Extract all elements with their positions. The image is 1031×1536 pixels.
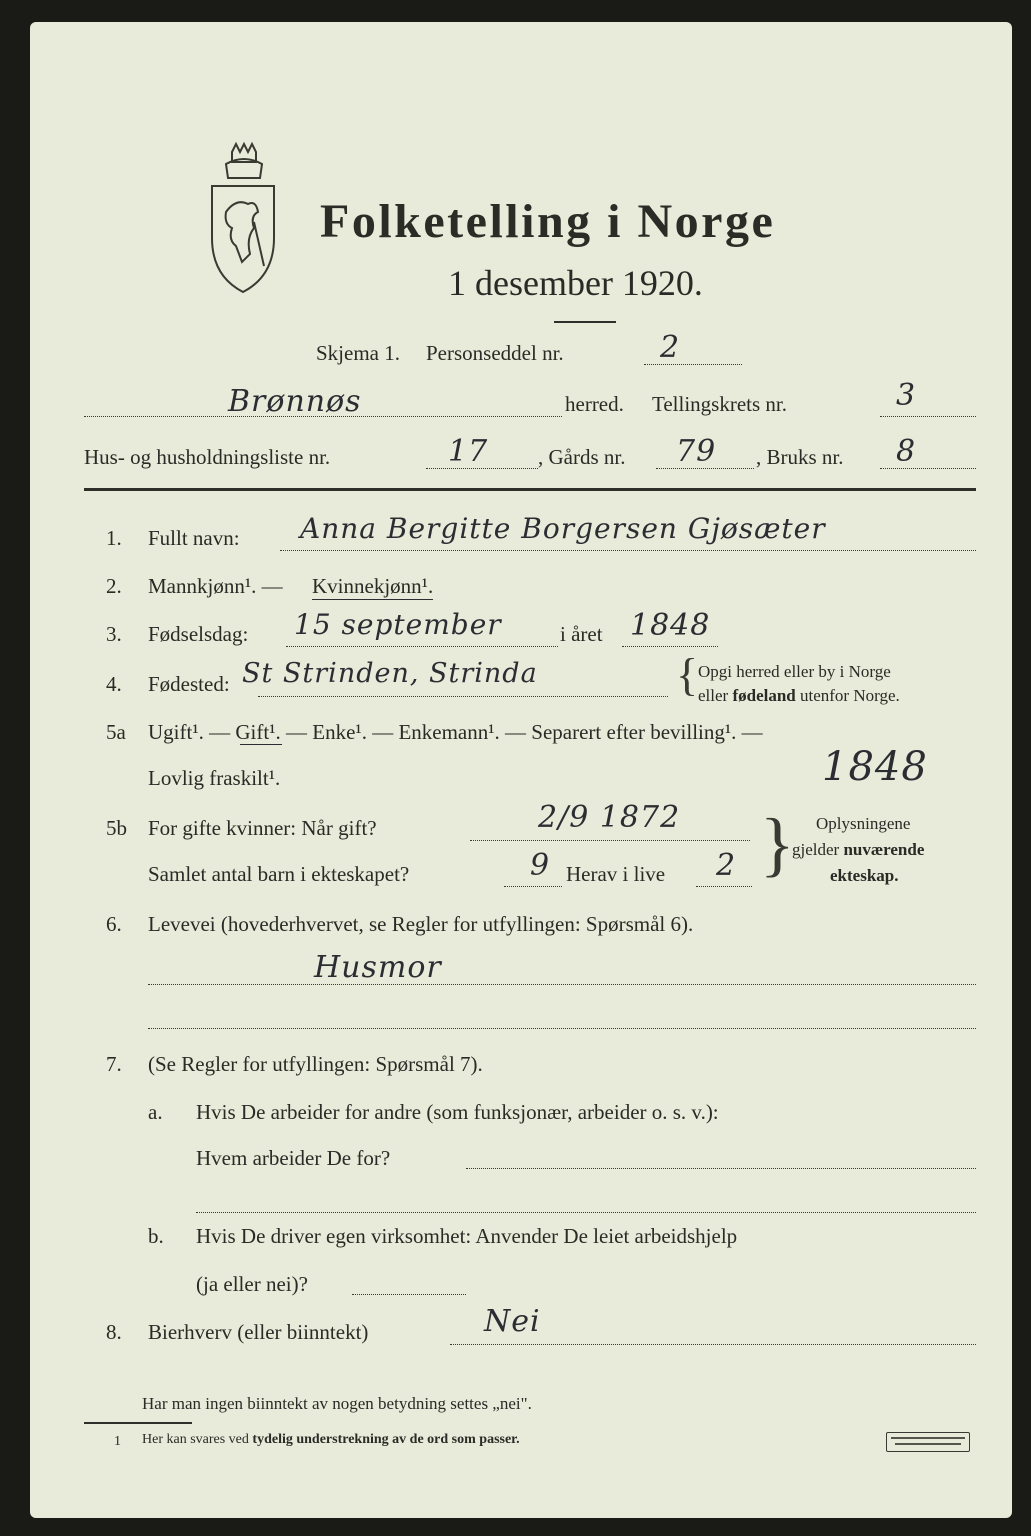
birthplace-line bbox=[258, 696, 668, 697]
q7b-line bbox=[352, 1294, 466, 1295]
bruks-label: , Bruks nr. bbox=[756, 445, 844, 469]
sex-female-option: Kvinnekjønn¹. bbox=[312, 574, 434, 598]
q5b-number: 5b bbox=[106, 816, 127, 840]
birthyear-value: 1848 bbox=[630, 608, 711, 643]
birthplace-note-pre: eller bbox=[698, 686, 729, 705]
census-date: 1 desember 1920. bbox=[448, 263, 703, 303]
q5b-note-pre: gjelder bbox=[792, 840, 840, 859]
children-alive-value: 2 bbox=[716, 848, 737, 883]
tellingskrets-value: 3 bbox=[896, 378, 917, 413]
q4-number: 4. bbox=[106, 672, 122, 696]
printer-stamp-icon bbox=[886, 1432, 970, 1452]
birthdate-line bbox=[286, 646, 558, 647]
birthplace-value: St Strinden, Strinda bbox=[242, 658, 538, 689]
q7-label: (Se Regler for utfyllingen: Spørsmål 7). bbox=[148, 1052, 483, 1076]
marital-status-options-2: Lovlig fraskilt¹. bbox=[148, 766, 281, 790]
birthplace-brace: { bbox=[676, 649, 699, 700]
q7a-line-2 bbox=[196, 1212, 976, 1213]
q1-number: 1. bbox=[106, 526, 122, 550]
side-income-label: Bierhverv (eller biinntekt) bbox=[148, 1320, 369, 1344]
children-alive-label: Herav i live bbox=[566, 862, 666, 886]
occupation-line-1 bbox=[148, 984, 976, 985]
marriage-date-line bbox=[470, 840, 750, 841]
side-income-value: Nei bbox=[484, 1304, 541, 1339]
gards-line bbox=[656, 468, 754, 469]
marriage-date-value: 2/9 1872 bbox=[538, 800, 681, 835]
header-divider bbox=[84, 488, 976, 491]
herred-label: herred. bbox=[565, 392, 624, 416]
title-divider bbox=[554, 321, 616, 323]
marriage-date-label: For gifte kvinner: Når gift? bbox=[148, 816, 377, 840]
q7b-text: Hvis De driver egen virksomhet: Anvender De leiet arbeidshjelp bbox=[196, 1224, 738, 1248]
q7-number: 7. bbox=[106, 1052, 122, 1076]
full-name-line bbox=[280, 550, 976, 551]
husliste-label: Hus- og husholdningsliste nr. bbox=[84, 445, 331, 469]
side-income-line bbox=[450, 1344, 976, 1345]
q5b-note-line3: ekteskap. bbox=[830, 866, 899, 885]
personseddel-value: 2 bbox=[660, 330, 681, 365]
tellingskrets-line bbox=[880, 416, 976, 417]
occupation-value: Husmor bbox=[314, 950, 442, 985]
birthplace-note-line1: Opgi herred eller by i Norge bbox=[698, 662, 891, 681]
occupation-line-2 bbox=[148, 1028, 976, 1029]
bruks-value: 8 bbox=[896, 434, 917, 469]
gards-value: 79 bbox=[676, 434, 717, 469]
norwegian-coat-of-arms-icon bbox=[202, 142, 282, 302]
birthplace-note-bold: fødeland bbox=[732, 686, 796, 705]
margin-year-note: 1848 bbox=[822, 744, 928, 790]
personseddel-label: Personseddel nr. bbox=[426, 341, 564, 365]
children-alive-line bbox=[696, 886, 752, 887]
footnote-text bbox=[142, 1432, 520, 1448]
q1-label: Fullt navn: bbox=[148, 526, 240, 550]
q5b-note-bold: nuværende bbox=[843, 840, 925, 859]
q2-number: 2. bbox=[106, 574, 122, 598]
footnote-bold: tydelig understrekning av de ord som passer. bbox=[252, 1432, 520, 1447]
footnote-pre: Her kan svares ved bbox=[142, 1432, 249, 1447]
skjema-label: Skjema 1. bbox=[316, 341, 400, 365]
children-total-label: Samlet antal barn i ekteskapet? bbox=[148, 862, 410, 886]
husliste-value: 17 bbox=[448, 434, 489, 469]
q5a-number: 5a bbox=[106, 720, 126, 744]
personseddel-line bbox=[644, 364, 742, 365]
birthyear-label: i året bbox=[560, 622, 603, 646]
birthdate-value: 15 september bbox=[294, 608, 502, 641]
herred-value: Brønnøs bbox=[228, 384, 362, 419]
form-title: Folketelling i Norge bbox=[320, 195, 776, 248]
footnote-mark: 1 bbox=[114, 1434, 121, 1449]
birthplace-note-post: utenfor Norge. bbox=[800, 686, 900, 705]
occupation-label: Levevei (hovederhvervet, se Regler for utfyllingen: Spørsmål 6). bbox=[148, 912, 694, 936]
marital-status-options: Ugift¹. — Gift¹. — Enke¹. — Enkemann¹. — Separert efter bevilling¹. — bbox=[148, 720, 763, 744]
q7a-question: Hvem arbeider De for? bbox=[196, 1146, 391, 1170]
full-name-value: Anna Bergitte Borgersen Gjøsæter bbox=[300, 512, 826, 545]
q5b-note-line2 bbox=[792, 840, 924, 860]
birthplace-note-line2 bbox=[698, 686, 900, 706]
q7a-text: Hvis De arbeider for andre (som funksjonær, arbeider o. s. v.): bbox=[196, 1100, 719, 1124]
footnote-divider bbox=[84, 1422, 192, 1424]
footer-note: Har man ingen biinntekt av nogen betydning settes „nei". bbox=[142, 1394, 532, 1413]
children-total-value: 9 bbox=[530, 848, 551, 883]
gards-label: , Gårds nr. bbox=[538, 445, 626, 469]
sex-male-option: Mannkjønn¹. — bbox=[148, 574, 283, 598]
q5b-note-line1: Oplysningene bbox=[816, 814, 911, 833]
children-total-line bbox=[504, 886, 562, 887]
tellingskrets-label: Tellingskrets nr. bbox=[652, 392, 788, 416]
birthyear-line bbox=[622, 646, 718, 647]
bruks-line bbox=[880, 468, 976, 469]
birthplace-label: Fødested: bbox=[148, 672, 230, 696]
q6-number: 6. bbox=[106, 912, 122, 936]
census-form-sheet bbox=[30, 22, 1012, 1518]
q5b-brace: } bbox=[760, 804, 795, 884]
q7b-question: (ja eller nei)? bbox=[196, 1272, 308, 1296]
birthdate-label: Fødselsdag: bbox=[148, 622, 249, 646]
q7b-letter: b. bbox=[148, 1224, 164, 1248]
husliste-line bbox=[426, 468, 538, 469]
q8-number: 8. bbox=[106, 1320, 122, 1344]
gift-underline bbox=[240, 744, 282, 745]
q3-number: 3. bbox=[106, 622, 122, 646]
q7a-letter: a. bbox=[148, 1100, 163, 1124]
q7a-line-1 bbox=[466, 1168, 976, 1169]
